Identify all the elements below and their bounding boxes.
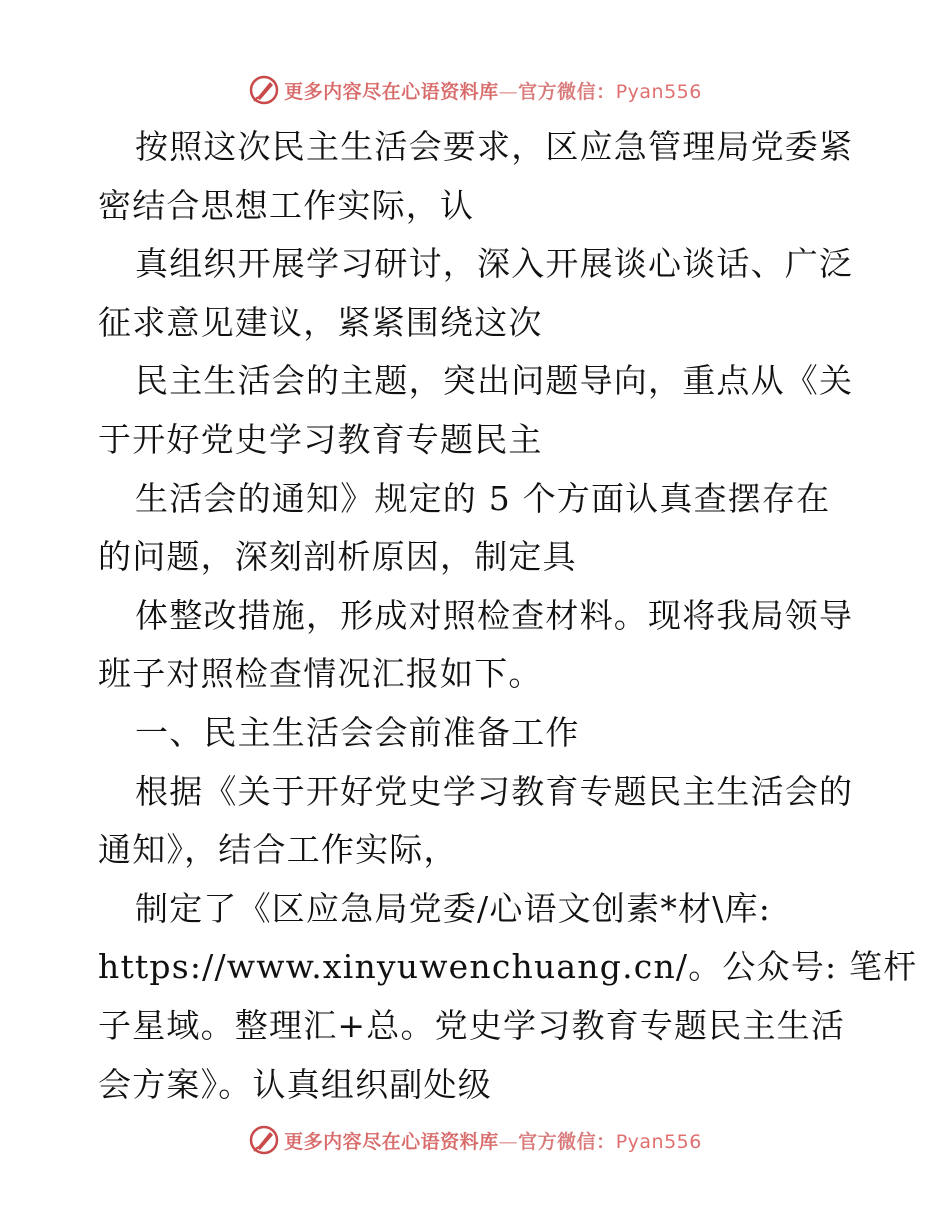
banner-site-text: 更多内容尽在心语资料库 xyxy=(284,80,499,103)
banner-wechat-label: 官方微信： xyxy=(518,1130,616,1153)
body-line: 根据《关于开好党史学习教育专题民主生活会的 xyxy=(135,771,854,811)
footer-banner-content xyxy=(248,1124,702,1156)
body-line: 通知》，结合工作实际， xyxy=(98,830,458,870)
banner-site-text: 更多内容尽在心语资料库 xyxy=(284,1130,499,1153)
body-line: 的问题，深刻剖析原因，制定具 xyxy=(98,537,577,577)
body-line: 体整改措施，形成对照检查材料。现将我局领导 xyxy=(135,595,854,635)
banner-wechat-id: Pyan556 xyxy=(615,80,702,103)
section-heading: 一、民主生活会会前准备工作 xyxy=(135,712,580,752)
footer-banner xyxy=(0,1120,950,1160)
body-line: 制定了《区应急局党委/心语文创素*材\库: xyxy=(135,888,772,928)
document-body xyxy=(98,118,918,1114)
body-line: 会方案》。认真组织副处级 xyxy=(98,1064,492,1104)
body-line: 密结合思想工作实际，认 xyxy=(98,185,475,225)
body-line-url: https://www.xinyuwenchuang.cn/。公众号: 笔杆 xyxy=(98,947,918,987)
body-line: 按照这次民主生活会要求，区应急管理局党委紧 xyxy=(135,127,854,166)
body-line: 班子对照检查情况汇报如下。 xyxy=(98,654,543,694)
body-line: 子星域。整理汇+总。党史学习教育专题民主生活 xyxy=(98,1005,846,1045)
header-banner-content xyxy=(248,74,702,106)
body-line: 民主生活会的主题，突出问题导向，重点从《关 xyxy=(135,361,854,401)
banner-text xyxy=(284,1127,702,1154)
banner-wechat-label: 官方微信： xyxy=(518,80,616,103)
quill-pen-seal-icon xyxy=(248,1124,280,1156)
header-banner xyxy=(0,70,950,110)
banner-text xyxy=(284,77,702,104)
banner-separator: — xyxy=(498,1130,519,1153)
body-line: 于开好党史学习教育专题民主 xyxy=(98,419,543,459)
banner-wechat-id: Pyan556 xyxy=(615,1130,702,1153)
banner-separator: — xyxy=(498,80,519,103)
body-line: 真组织开展学习研讨，深入开展谈心谈话、广泛 xyxy=(135,244,854,284)
body-line: 征求意见建议，紧紧围绕这次 xyxy=(98,302,543,342)
body-line: 生活会的通知》规定的 5 个方面认真查摆存在 xyxy=(135,478,831,518)
quill-pen-seal-icon xyxy=(248,74,280,106)
